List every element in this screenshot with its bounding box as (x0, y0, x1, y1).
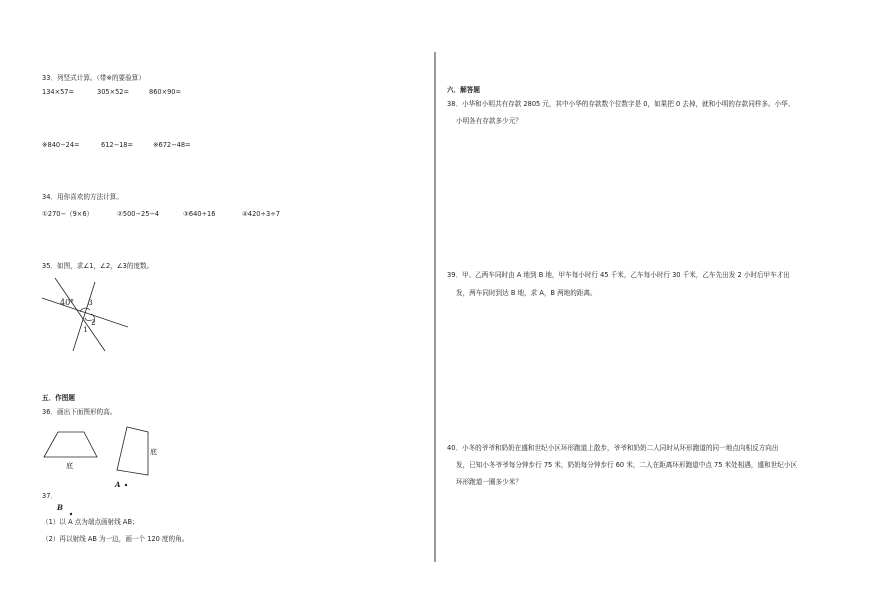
point-a-dot (125, 484, 127, 486)
q39-line-2: 发，两车同时到达 B 地，求 A，B 两地的距离。 (456, 289, 597, 297)
q40-line-1: 40．小冬的爷爷和奶奶在盛和世纪小区环形跑道上散步，爷爷和奶奶二人同时从环形跑道的同一地点向相反方向出 (447, 444, 779, 452)
q39-line-1: 39．甲、乙两车同时由 A 地到 B 地，甲车每小时行 45 千米，乙车每小时行 30 千米，乙车先出发 2 小时后甲车才出 (447, 271, 790, 279)
q37-number: 37． (42, 492, 57, 500)
q34-item-4: ④420÷3÷7 (242, 210, 280, 218)
q33-title: 33．列竖式计算。（带※的要验算） (42, 74, 145, 82)
section-5-heading: 五．作图题 (42, 394, 75, 402)
q34-item-1: ①270−（9×6） (42, 210, 94, 218)
q34-item-2: ②500−25−4 (117, 210, 160, 218)
section-6-heading: 六．解答题 (447, 86, 480, 94)
q33-item-6: ※672−48= (153, 141, 191, 149)
q33-item-4: ※840−24= (42, 141, 80, 149)
trapezoid-base-label: 底 (66, 462, 73, 470)
q40-line-3: 环形跑道一圈多少米？ (456, 478, 522, 486)
column-divider (434, 52, 436, 562)
point-a-label: A (115, 480, 121, 489)
q34-title: 34．用你喜欢的方法计算。 (42, 193, 123, 201)
q34-item-3: ③640÷16 (183, 210, 216, 218)
q33-item-3: 860×90= (149, 88, 182, 96)
parallelogram-base-label: 底 (150, 448, 157, 456)
angle-label-3: 3 (88, 298, 93, 307)
q38-line-1: 38．小华和小明共有存款 2805 元，其中小华的存款数个位数字是 0，如果把 0 去掉，就和小明的存款同样多。小华、 (447, 100, 795, 108)
q37-part-1: （1）以 A 点为端点画射线 AB； (42, 518, 139, 526)
angle-label-40: 40° (60, 298, 75, 307)
q36-title: 36．画出下面图形的高。 (42, 408, 117, 416)
q37-part-2: （2）再以射线 AB 为一边，画一个 120 度的角。 (42, 535, 189, 543)
angle-label-1: 1 (83, 325, 88, 334)
angle-label-2: 2 (91, 318, 96, 327)
trapezoid-shape (44, 432, 97, 457)
q33-item-1: 134×57= (42, 88, 75, 96)
q40-line-2: 发，已知小冬爷爷每分钟步行 75 米，奶奶每分钟步行 60 米，二人在距离环形跑道中点 75 米处相遇，盛和世纪小区 (456, 461, 798, 469)
point-b-label: B (57, 503, 63, 512)
point-b-dot (70, 513, 72, 515)
parallelogram-shape (117, 427, 148, 475)
q33-item-5: 612−18= (101, 141, 134, 149)
q38-line-2: 小明各有存款多少元？ (456, 117, 522, 125)
q35-title: 35．如图，求∠1，∠2，∠3的度数。 (42, 262, 154, 270)
q33-item-2: 305×52= (97, 88, 130, 96)
